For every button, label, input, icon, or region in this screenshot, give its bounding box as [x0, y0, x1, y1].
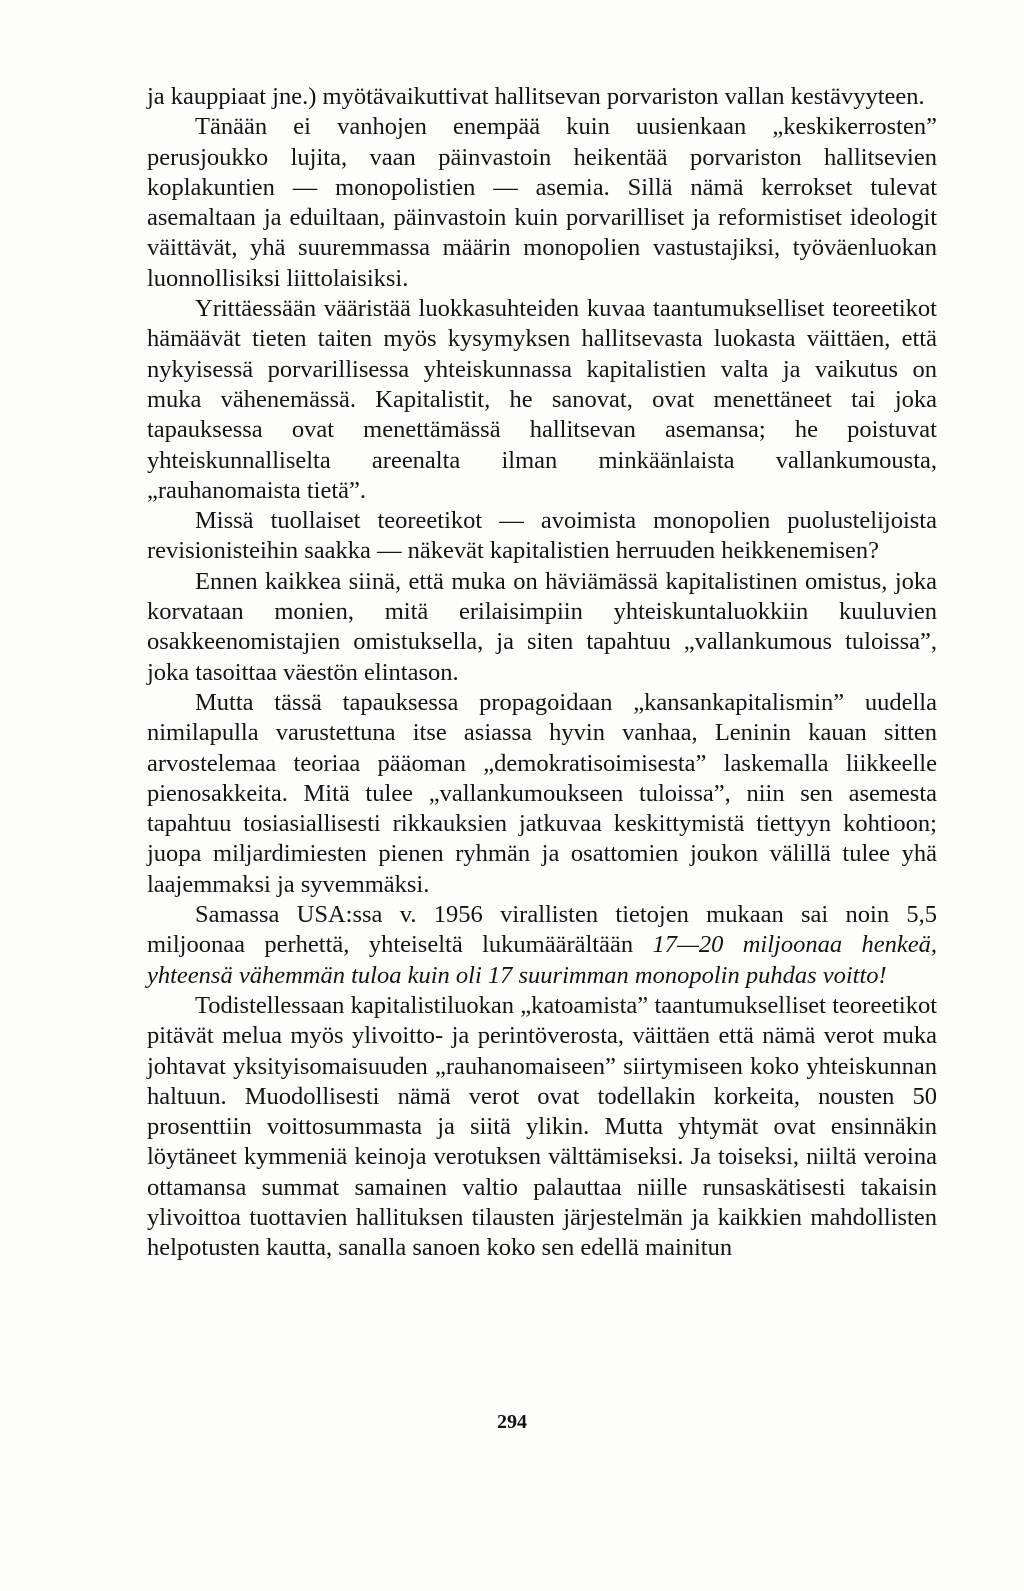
text-segment: Tänään ei vanhojen enempää kuin uusienkaan „keskikerrosten” perusjoukko lujita, vaan päinvastoin heikentää porvariston hallitsevien koplakuntien — monopolistien — asemia. Sillä nämä kerrokset tulevat asemaltaan ja eduiltaan, päinvastoin kuin porvarilliset ja reformistiset ideologit väittävät, yhä suuremmassa määrin monopolien vastustajiksi, työväenluokan luonnollisiksi liittolaisiksi.	[147, 113, 937, 292]
paragraph	[147, 506, 937, 567]
text-segment: Missä tuollaiset teoreetikot — avoimista monopolien puolustelijoista revisionisteihin saakka — näkevät kapitalistien herruuden heikkenemisen?	[147, 507, 937, 565]
paragraph	[147, 294, 937, 506]
text-segment: Yrittäessään vääristää luokkasuhteiden kuvaa taantumukselliset teoreetikot hämäävät tieten taiten myös kysymyksen hallitsevasta luokasta väittäen, että nykyisessä porvarillisessa yhteiskunnassa kapitalistien valta ja vaikutus on muka vähenemässä. Kapitalistit, he sanovat, ovat menettäneet tai joka tapauksessa ovat menettämässä hallitsevan asemansa; he poistuvat yhteiskunnalliselta areenalta ilman minkäänlaista vallankumousta, „rauhanomaista tietä”.	[147, 295, 937, 504]
text-segment: ja kauppiaat jne.) myötävaikuttivat hallitsevan porvariston vallan kestävyyteen.	[147, 83, 925, 110]
text-segment: Ennen kaikkea siinä, että muka on häviämässä kapitalistinen omistus, joka korvataan monien, mitä erilaisimpiin yhteiskuntaluokkiin kuuluvien osakkeenomistajien omistuksella, ja siten tapahtuu „vallankumous tuloissa”, joka tasoittaa väestön elintason.	[147, 567, 937, 686]
paragraph	[147, 82, 937, 112]
paragraph	[147, 688, 937, 900]
paragraph	[147, 112, 937, 294]
paragraph	[147, 991, 937, 1264]
paragraph	[147, 567, 937, 688]
page-number: 294	[497, 1411, 527, 1433]
italic-emphasis: 17—20 miljoonaa henkeä, yhteensä vähemmän tuloa kuin oli 17 suurimman monopolin puhdas voitto!	[147, 931, 937, 989]
body-text	[147, 82, 937, 1264]
paragraph	[147, 900, 937, 991]
text-segment: Samassa USA:ssa v. 1956 virallisten tietojen mukaan sai noin 5,5 miljoonaa perhettä, yhteiseltä lukumäärältään	[147, 901, 937, 959]
text-segment: Todistellessaan kapitalistiluokan „katoamista” taantumukselliset teoreetikot pitävät melua myös ylivoitto- ja perintöverosta, väittäen että nämä verot muka johtavat yksityisomaisuuden „rauhanomaiseen” siirtymiseen koko yhteiskunnan haltuun. Muodollisesti nämä verot ovat todellakin korkeita, nousten 50 prosenttiin voittosummasta ja siitä ylikin. Mutta yhtymät ovat ensinnäkin löytäneet kymmeniä keinoja verotuksen välttämiseksi. Ja toiseksi, niiltä veroina ottamansa summat samainen valtio palauttaa niille runsaskätisesti takaisin ylivoittoa tuottavien hallituksen tilausten järjestelmän ja kaikkien mahdollisten helpotusten kautta, sanalla sanoen koko sen edellä mainitun	[147, 991, 937, 1262]
text-segment: Mutta tässä tapauksessa propagoidaan „kansankapitalismin” uudella nimilapulla varustettuna itse asiassa hyvin vanhaa, Leninin kauan sitten arvostelemaa teoriaa pääoman „demokratisoimisesta” laskemalla liikkeelle pienosakkeita. Mitä tulee „vallankumoukseen tuloissa”, niin sen asemesta tapahtuu tosiasiallisesti rikkauksien jatkuvaa keskittymistä tiettyyn kohtioon; juopa miljardimiesten pienen ryhmän ja osattomien joukon välillä tulee yhä laajemmaksi ja syvemmäksi.	[147, 688, 937, 898]
